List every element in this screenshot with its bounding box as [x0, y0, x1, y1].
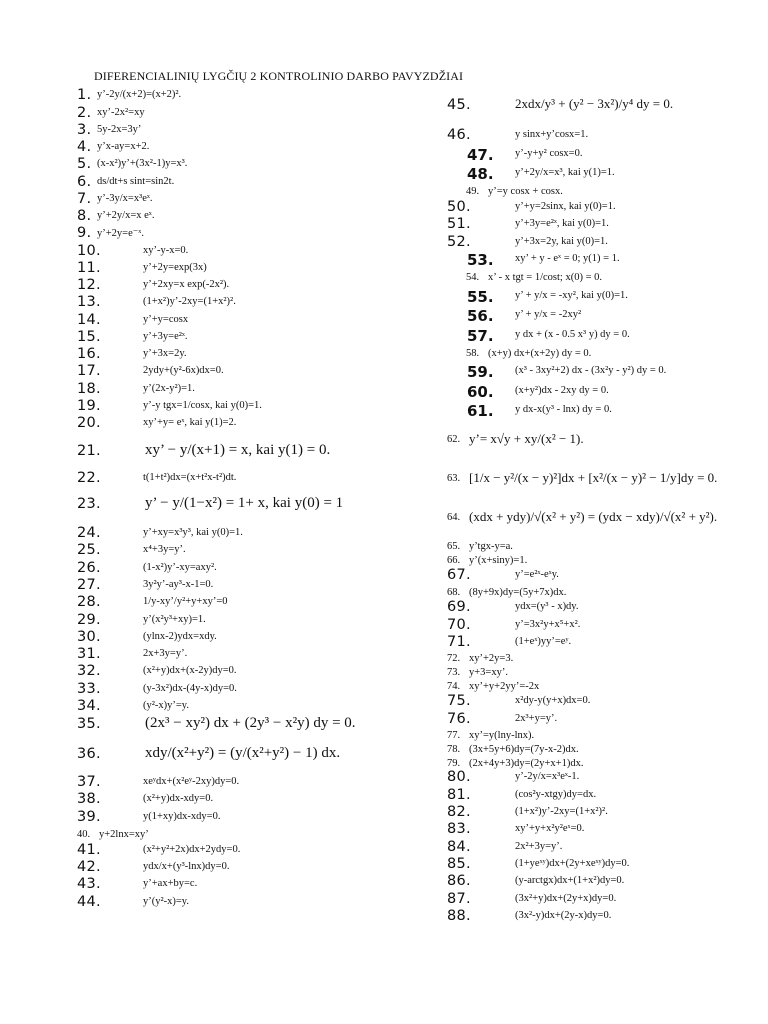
exercise-item: [0, 398, 440, 416]
exercise-item: [0, 791, 440, 809]
equation-text: (x-x²)y’+(3x²-1)y=x³.: [97, 158, 188, 169]
exercise-number: 64.: [447, 512, 461, 523]
exercise-number: 66.: [447, 555, 461, 566]
exercise-item: [0, 594, 440, 612]
equation-text: (cos²y-xtgy)dy=dx.: [515, 789, 597, 800]
equation-text: y’+3y=e²ˣ, kai y(0)=1.: [515, 218, 609, 229]
exercise-number: 63.: [447, 473, 461, 484]
exercise-item: [0, 122, 440, 140]
exercise-number: 45.: [447, 97, 471, 113]
exercise-number: 47.: [467, 146, 494, 164]
equation-text: xy’+y+2yy’=-2x: [469, 681, 540, 692]
equation-text: (1+x²)y’-2xy=(1+x²)².: [143, 296, 236, 307]
exercise-number: 7.: [77, 191, 92, 207]
equation-text: y’+2y/x=x³, kai y(1)=1.: [515, 167, 615, 178]
exercise-item: [0, 381, 440, 399]
exercise-number: 2.: [77, 105, 92, 121]
exercise-number: 52.: [447, 234, 471, 250]
equation-text: 2xdx/y³ + (y² − 3x²)/y⁴ dy = 0.: [515, 96, 674, 111]
equation-text: x⁴+3y=y’.: [143, 544, 186, 555]
exercise-item: [440, 363, 768, 381]
equation-text: 2ydy+(y²-6x)dx=0.: [143, 365, 224, 376]
equation-text: (1+x²)y’-2xy=(1+x²)².: [515, 806, 608, 817]
exercise-number: 81.: [447, 787, 471, 803]
equation-text: (x²+y)dx+(x-2y)dy=0.: [143, 665, 237, 676]
exercise-item: [0, 139, 440, 157]
exercise-number: 28.: [77, 594, 101, 610]
exercise-item: [0, 87, 440, 105]
exercise-number: 55.: [467, 288, 494, 306]
exercise-number: 82.: [447, 804, 471, 820]
exercise-number: 30.: [77, 629, 101, 645]
exercise-number: 67.: [447, 567, 471, 583]
exercise-number: 15.: [77, 329, 101, 345]
exercise-item: [440, 908, 768, 926]
exercise-item: [0, 560, 440, 578]
exercise-item: [0, 470, 440, 488]
equation-text: (2x³ − xy²) dx + (2y³ − x²y) dy = 0.: [145, 715, 356, 731]
equation-text: xy’ + y - eˣ = 0; y(1) = 1.: [515, 253, 620, 264]
exercise-number: 61.: [467, 402, 494, 420]
exercise-number: 24.: [77, 525, 101, 541]
exercise-item: [440, 839, 768, 857]
equation-text: (3x²+y)dx+(2y+x)dy=0.: [515, 893, 617, 904]
equation-text: y(1+xy)dx-xdy=0.: [143, 811, 221, 822]
equation-text: ydx=(y³ - x)dy.: [515, 601, 579, 612]
exercise-number: 50.: [447, 199, 471, 215]
equation-text: y’ + y/x = -xy², kai y(0)=1.: [515, 290, 628, 301]
exercise-number: 83.: [447, 821, 471, 837]
exercise-item: [0, 208, 440, 226]
equation-text: (ylnx-2)ydx=xdy.: [143, 631, 217, 642]
exercise-item: [440, 216, 768, 234]
exercise-number: 77.: [447, 730, 461, 741]
equation-text: y’+3y=e²ˣ.: [143, 331, 188, 342]
exercise-item: [440, 432, 768, 450]
exercise-item: [0, 105, 440, 123]
exercise-item: [440, 510, 768, 528]
exercise-number: 39.: [77, 809, 101, 825]
equation-text: y’+ax+by=c.: [143, 878, 198, 889]
page-title: DIFERENCIALINIŲ LYGČIŲ 2 KONTROLINIO DARBO PAVYZDŽIAI: [94, 69, 464, 83]
equation-text: y’= x√y + xy/(x² − 1).: [469, 431, 584, 446]
exercise-item: [0, 156, 440, 174]
equation-text: (y-3x²)dx-(4y-x)dy=0.: [143, 683, 237, 694]
equation-text: (y-arctgx)dx+(1+x²)dy=0.: [515, 875, 625, 886]
equation-text: y’=e²ˣ-eˣy.: [515, 569, 559, 580]
exercise-item: [440, 634, 768, 652]
exercise-number: 8.: [77, 208, 92, 224]
exercise-item: [440, 891, 768, 909]
exercise-item: [440, 327, 768, 345]
exercise-item: [440, 693, 768, 711]
equation-text: [1/x − y²/(x − y)²]dx + [x²/(x − y)² − 1/y]dy = 0.: [469, 470, 718, 485]
exercise-number: 10.: [77, 243, 101, 259]
exercise-number: 34.: [77, 698, 101, 714]
equation-text: (2x+4y+3)dy=(2y+x+1)dx.: [469, 758, 584, 769]
exercise-item: [440, 165, 768, 183]
exercise-number: 62.: [447, 434, 461, 445]
exercise-number: 80.: [447, 769, 471, 785]
equation-text: (x²+y)dx-xdy=0.: [143, 793, 214, 804]
equation-text: y sinx+y’cosx=1.: [515, 129, 589, 140]
exercise-item: [440, 97, 768, 115]
exercise-number: 33.: [77, 681, 101, 697]
exercise-number: 58.: [466, 348, 480, 359]
equation-text: 1/y-xy’/y²+y+xy’=0: [143, 596, 228, 607]
exercise-number: 54.: [466, 272, 480, 283]
exercise-number: 20.: [77, 415, 101, 431]
exercise-number: 87.: [447, 891, 471, 907]
equation-text: y’ + y/x = -2xy²: [515, 309, 582, 320]
exercise-item: [440, 270, 768, 288]
exercise-number: 17.: [77, 363, 101, 379]
equation-text: y’+2y=e⁻ˣ.: [97, 228, 144, 239]
exercise-number: 13.: [77, 294, 101, 310]
exercise-item: [440, 383, 768, 401]
equation-text: 2x³+y=y’.: [515, 713, 558, 724]
exercise-item: [0, 294, 440, 312]
equation-text: y’=y cosx + cosx.: [488, 186, 563, 197]
exercise-number: 84.: [447, 839, 471, 855]
exercise-number: 5.: [77, 156, 92, 172]
exercise-item: [440, 711, 768, 729]
exercise-item: [0, 698, 440, 716]
equation-text: y’+xy=x³y³, kai y(0)=1.: [143, 527, 243, 538]
exercise-number: 85.: [447, 856, 471, 872]
exercise-item: [0, 415, 440, 433]
exercise-number: 6.: [77, 174, 92, 190]
equation-text: y’(y²-x)=y.: [143, 896, 189, 907]
equation-text: x’ - x tgt = 1/cost; x(0) = 0.: [488, 272, 603, 283]
exercise-number: 18.: [77, 381, 101, 397]
exercise-item: [440, 402, 768, 420]
equation-text: xy’-2x²=xy: [97, 107, 145, 118]
equation-text: y’+y=2sinx, kai y(0)=1.: [515, 201, 616, 212]
equation-text: y’+3x=2y.: [143, 348, 187, 359]
exercise-item: [0, 443, 440, 461]
exercise-item: [0, 260, 440, 278]
exercise-item: [0, 346, 440, 364]
exercise-item: [0, 542, 440, 560]
exercise-number: 16.: [77, 346, 101, 362]
exercise-item: [0, 225, 440, 243]
equation-text: ds/dt+s sint=sin2t.: [97, 176, 175, 187]
equation-text: (x+y²)dx - 2xy dy = 0.: [515, 385, 609, 396]
exercise-item: [0, 577, 440, 595]
exercise-item: [440, 288, 768, 306]
equation-text: y’-y tgx=1/cosx, kai y(0)=1.: [143, 400, 262, 411]
equation-text: y+3=xy’.: [469, 667, 508, 678]
exercise-number: 21.: [77, 443, 101, 459]
exercise-item: [440, 199, 768, 217]
exercise-number: 42.: [77, 859, 101, 875]
exercise-item: [440, 804, 768, 822]
exercise-number: 73.: [447, 667, 461, 678]
equation-text: y’=3x²y+x⁵+x².: [515, 619, 581, 630]
exercise-item: [0, 894, 440, 912]
exercise-item: [440, 856, 768, 874]
exercise-number: 71.: [447, 634, 471, 650]
equation-text: y+2lnx=xy’: [99, 829, 149, 840]
equation-text: (x+y) dx+(x+2y) dy = 0.: [488, 348, 592, 359]
equation-text: ydx/x+(y³-lnx)dy=0.: [143, 861, 230, 872]
exercise-number: 56.: [467, 307, 494, 325]
exercise-number: 74.: [447, 681, 461, 692]
equation-text: y’x-ay=x+2.: [97, 141, 150, 152]
exercise-item: [0, 774, 440, 792]
equation-text: x²dy-y(y+x)dx=0.: [515, 695, 591, 706]
equation-text: xy’+y+x²y²eˣ=0.: [515, 823, 585, 834]
equation-text: xy’-y-x=0.: [143, 245, 189, 256]
equation-text: t(1+t²)dx=(x+t²x-t²)dt.: [143, 472, 237, 483]
exercise-number: 59.: [467, 363, 494, 381]
exercise-number: 31.: [77, 646, 101, 662]
equation-text: 3y²y’-ay³-x-1=0.: [143, 579, 214, 590]
equation-text: y’(x+siny)=1.: [469, 555, 528, 566]
exercise-item: [440, 787, 768, 805]
equation-text: (1+yeˣʸ)dx+(2y+xeˣʸ)dy=0.: [515, 858, 630, 869]
equation-text: y’tgx-y=a.: [469, 541, 513, 552]
exercise-item: [0, 496, 440, 514]
equation-text: y’-2y/(x+2)=(x+2)².: [97, 89, 182, 100]
exercise-item: [440, 471, 768, 489]
exercise-number: 70.: [447, 617, 471, 633]
exercise-number: 22.: [77, 470, 101, 486]
exercise-item: [440, 617, 768, 635]
equation-text: y’(x²y³+xy)=1.: [143, 614, 206, 625]
exercise-number: 12.: [77, 277, 101, 293]
exercise-number: 32.: [77, 663, 101, 679]
exercise-number: 27.: [77, 577, 101, 593]
exercise-number: 75.: [447, 693, 471, 709]
exercise-number: 57.: [467, 327, 494, 345]
exercise-item: [0, 363, 440, 381]
equation-text: (3x+5y+6)dy=(7y-x-2)dx.: [469, 744, 579, 755]
exercise-item: [440, 234, 768, 252]
exercise-number: 4.: [77, 139, 92, 155]
exercise-item: [440, 821, 768, 839]
exercise-number: 48.: [467, 165, 494, 183]
equation-text: xy’ − y/(x+1) = x, kai y(1) = 0.: [145, 442, 331, 458]
exercise-number: 86.: [447, 873, 471, 889]
exercise-item: [440, 127, 768, 145]
equation-text: y’-3y/x=x³eˣ.: [97, 193, 153, 204]
exercise-number: 23.: [77, 496, 101, 512]
exercise-item: [0, 716, 440, 734]
exercise-number: 40.: [77, 829, 91, 840]
equation-text: y’(2x-y²)=1.: [143, 383, 195, 394]
exercise-number: 38.: [77, 791, 101, 807]
exercise-number: 1.: [77, 87, 92, 103]
equation-text: (x²+y²+2x)dx+2ydy=0.: [143, 844, 241, 855]
exercise-number: 36.: [77, 746, 101, 762]
exercise-item: [440, 346, 768, 364]
exercise-item: [440, 599, 768, 617]
equation-text: (x³ - 3xy²+2) dx - (3x²y - y²) dy = 0.: [515, 365, 667, 376]
exercise-item: [0, 746, 440, 764]
exercise-number: 53.: [467, 251, 494, 269]
equation-text: 2x+3y=y’.: [143, 648, 188, 659]
exercise-number: 43.: [77, 876, 101, 892]
equation-text: y’-2y/x=x³eˣ-1.: [515, 771, 580, 782]
exercise-item: [0, 809, 440, 827]
exercise-item: [0, 243, 440, 261]
exercise-item: [440, 873, 768, 891]
exercise-item: [0, 329, 440, 347]
exercise-number: 68.: [447, 587, 461, 598]
equation-text: y’+2y=exp(3x): [143, 262, 207, 273]
exercise-number: 76.: [447, 711, 471, 727]
exercise-number: 9.: [77, 225, 92, 241]
exercise-item: [0, 842, 440, 860]
equation-text: (xdx + ydy)/√(x² + y²) = (ydx − xdy)/√(x² + y²).: [469, 509, 718, 524]
exercise-number: 88.: [447, 908, 471, 924]
exercise-number: 46.: [447, 127, 471, 143]
exercise-number: 44.: [77, 894, 101, 910]
equation-text: (8y+9x)dy=(5y+7x)dx.: [469, 587, 567, 598]
exercise-number: 14.: [77, 312, 101, 328]
exercise-item: [0, 629, 440, 647]
exercise-number: 35.: [77, 716, 101, 732]
equation-text: (y²-x)y’=y.: [143, 700, 189, 711]
exercise-item: [0, 277, 440, 295]
equation-text: y’+3x=2y, kai y(0)=1.: [515, 236, 608, 247]
equation-text: y dx-x(y³ - lnx) dy = 0.: [515, 404, 612, 415]
equation-text: (3x²-y)dx+(2y-x)dy=0.: [515, 910, 612, 921]
equation-text: xy’+2y=3.: [469, 653, 514, 664]
exercise-number: 49.: [466, 186, 480, 197]
exercise-item: [440, 769, 768, 787]
equation-text: y’+2y/x=x eˣ.: [97, 210, 155, 221]
exercise-number: 29.: [77, 612, 101, 628]
equation-text: xeʸdx+(x²eʸ-2xy)dy=0.: [143, 776, 240, 787]
exercise-number: 19.: [77, 398, 101, 414]
exercise-number: 37.: [77, 774, 101, 790]
exercise-number: 69.: [447, 599, 471, 615]
exercise-item: [0, 859, 440, 877]
exercise-item: [0, 876, 440, 894]
equation-text: y’+y=cosx: [143, 314, 189, 325]
equation-text: 5y-2x=3y’: [97, 124, 142, 135]
exercise-item: [0, 525, 440, 543]
exercise-number: 51.: [447, 216, 471, 232]
exercise-number: 78.: [447, 744, 461, 755]
exercise-item: [440, 146, 768, 164]
exercise-item: [440, 567, 768, 585]
equation-text: xdy/(x²+y²) = (y/(x²+y²) − 1) dx.: [145, 745, 341, 761]
equation-text: (1-x²)y’-xy=axy².: [143, 562, 217, 573]
exercise-number: 60.: [467, 383, 494, 401]
exercise-item: [440, 307, 768, 325]
equation-text: (1+eˣ)yy’=eʸ.: [515, 636, 572, 647]
equation-text: y’+2xy=x exp(-2x²).: [143, 279, 230, 290]
exercise-number: 65.: [447, 541, 461, 552]
exercise-item: [0, 663, 440, 681]
exercise-item: [0, 681, 440, 699]
equation-text: 2x²+3y=y’.: [515, 841, 563, 852]
equation-text: y’ − y/(1−x²) = 1+ x, kai y(0) = 1: [145, 495, 344, 511]
exercise-item: [0, 612, 440, 630]
exercise-number: 26.: [77, 560, 101, 576]
exercise-item: [0, 312, 440, 330]
exercise-number: 41.: [77, 842, 101, 858]
equation-text: xy’=y(lny-lnx).: [469, 730, 535, 741]
exercise-number: 11.: [77, 260, 101, 276]
exercise-item: [0, 191, 440, 209]
exercise-number: 72.: [447, 653, 461, 664]
exercise-number: 79.: [447, 758, 461, 769]
exercise-item: [0, 174, 440, 192]
exercise-item: [0, 646, 440, 664]
equation-text: y dx + (x - 0.5 x³ y) dy = 0.: [515, 329, 630, 340]
equation-text: xy’+y= eˣ, kai y(1)=2.: [143, 417, 237, 428]
exercise-number: 25.: [77, 542, 101, 558]
exercise-number: 3.: [77, 122, 92, 138]
equation-text: y’-y+y² cosx=0.: [515, 148, 583, 159]
exercise-item: [440, 251, 768, 269]
